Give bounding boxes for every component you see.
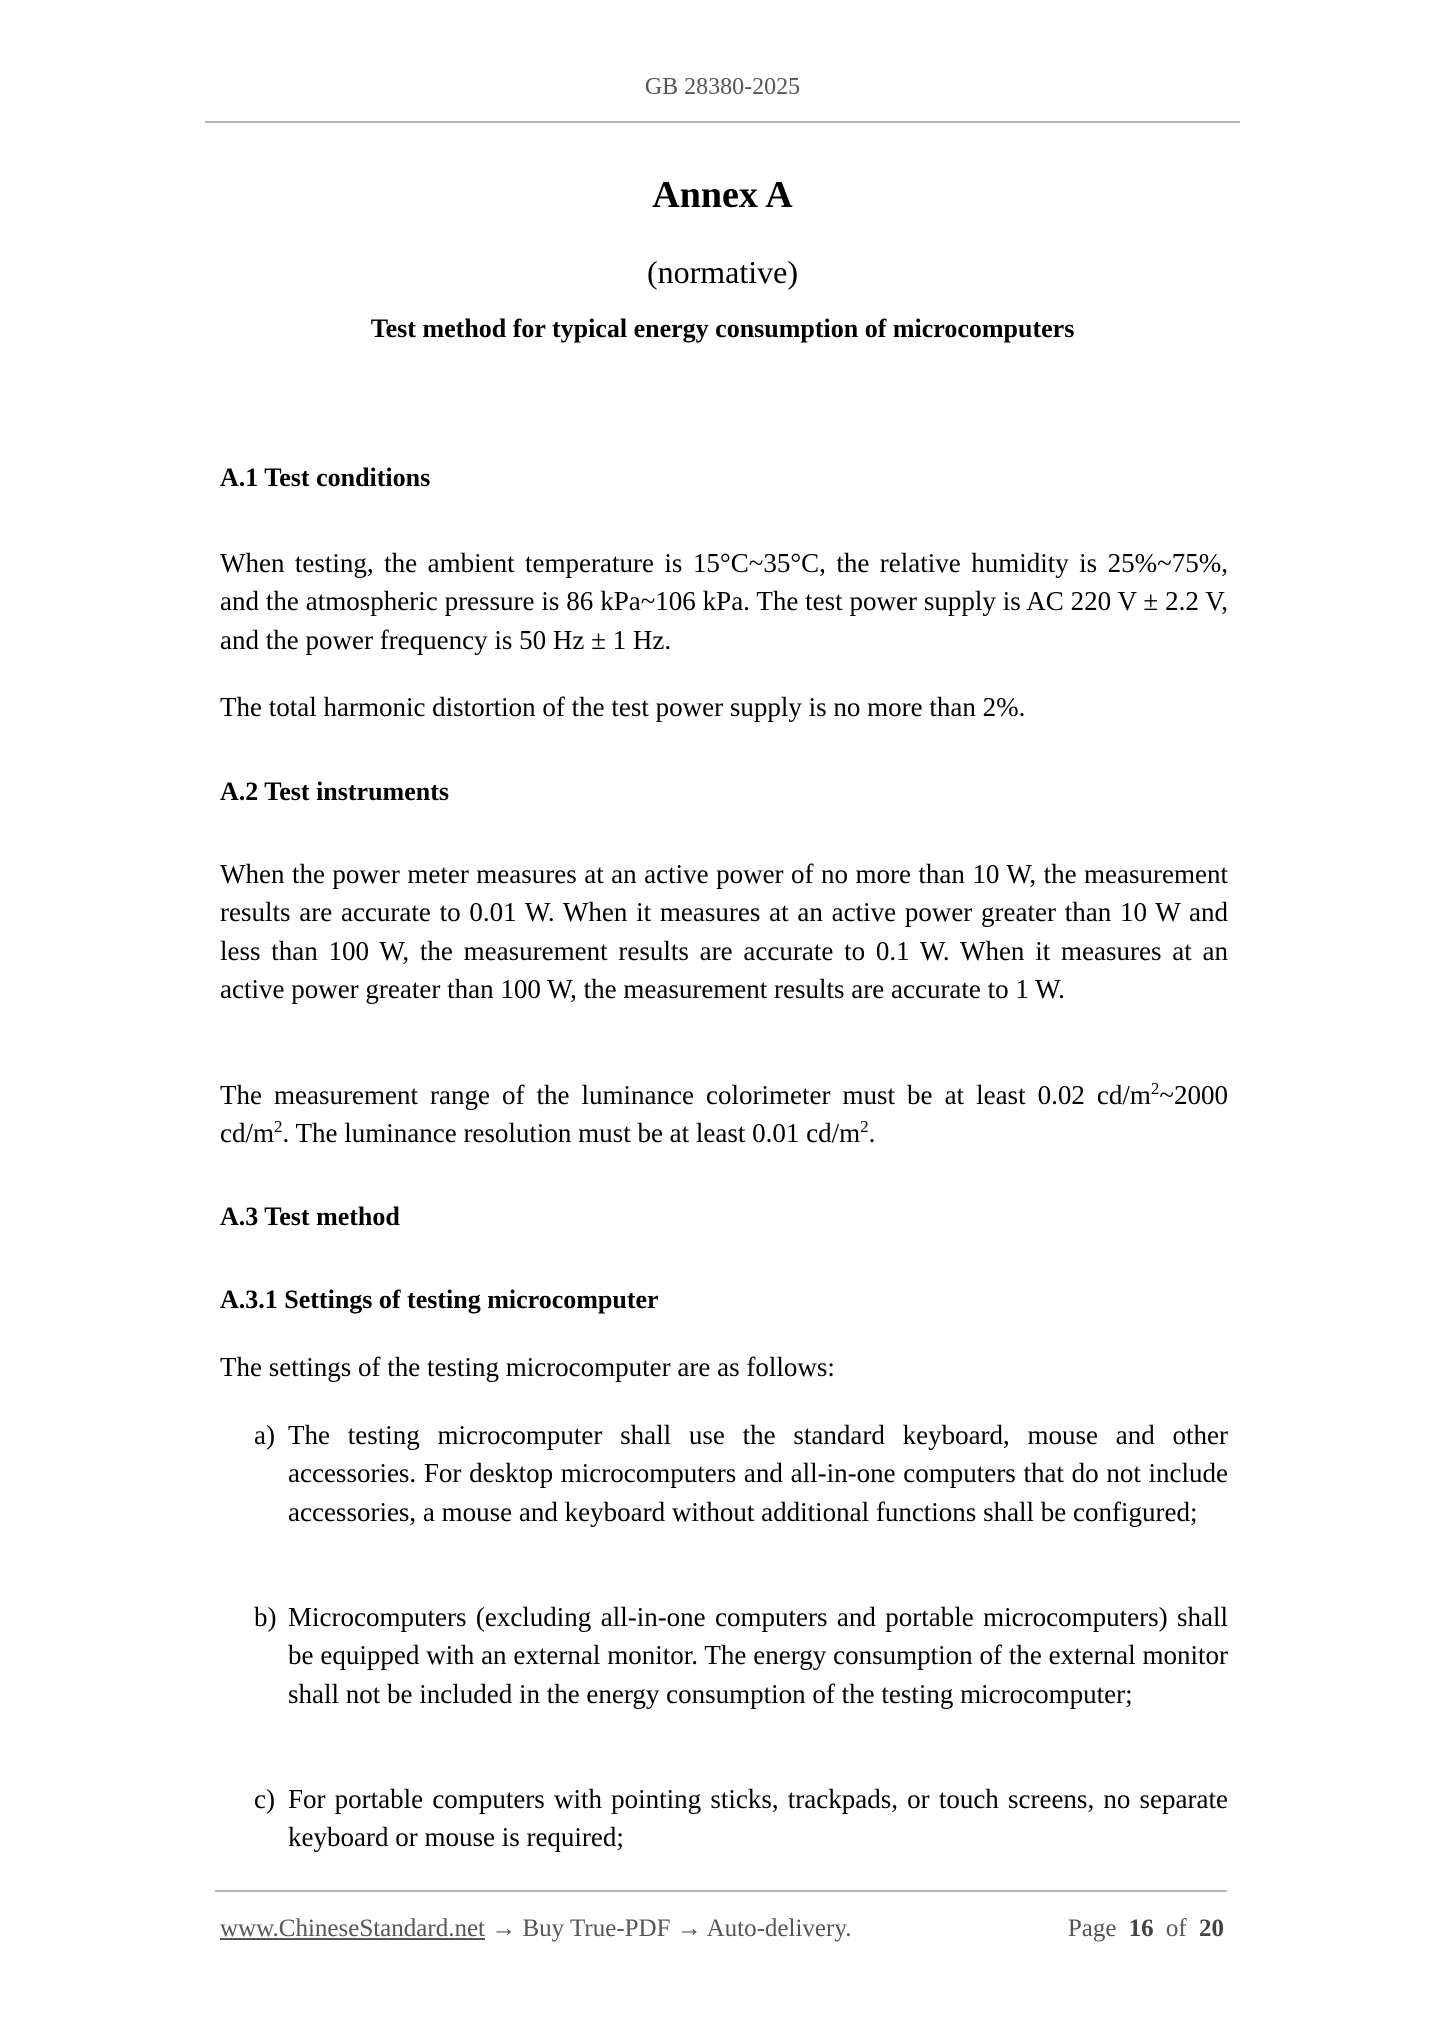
list-item-text: Microcomputers (excluding all-in-one computers and portable microcomputers) shall be equipped with an external monitor. The energy consumption of the external monitor shall not be included in the energy consumption of the testing microcomputer; (288, 1602, 1228, 1709)
list-item-text: For portable computers with pointing sticks, trackpads, or touch screens, no separate keyboard or mouse is required; (288, 1784, 1228, 1853)
list-marker: c) (254, 1784, 275, 1814)
arrow-right-icon: → (676, 1915, 702, 1942)
footer-promo (220, 1914, 851, 1944)
document-id-header: GB 28380-2025 (644, 74, 801, 100)
paragraph-power-meter: When the power meter measures at an active power of no more than 10 W, the measurement results are accurate to 0.01 W. When it measures at an active power greater than 10 W and less than 100 W, the measurement results are accurate to 0.1 W. When it measures at an active power greater than 100 W, the measurement results are accurate to 1 W. (220, 859, 1228, 1004)
buy-pdf-text: Buy True-PDF (522, 1915, 671, 1942)
paragraph-test-conditions: When testing, the ambient temperature is 15°C~35°C, the relative humidity is 25%~75%, and the atmospheric pressure is 86 kPa~106 kPa. The test power supply is AC 220 V ± 2.2 V, and the power frequency is 50 Hz ± 1 Hz. (220, 548, 1228, 655)
list-item-a (254, 1416, 1228, 1531)
website-link[interactable]: www.ChineseStandard.net (220, 1915, 485, 1942)
current-page: 16 (1128, 1915, 1154, 1942)
list-item-b (254, 1598, 1228, 1713)
section-heading-a3: A.3 Test method (220, 1202, 400, 1231)
auto-delivery-text: Auto-delivery. (706, 1915, 852, 1942)
section-heading-a1: A.1 Test conditions (220, 463, 431, 492)
arrow-right-icon: → (491, 1915, 517, 1942)
list-marker: b) (254, 1602, 277, 1632)
list-item-text: The testing microcomputer shall use the standard keyboard, mouse and other accessories. For desktop microcomputers and all-in-one computers that do not include accessories, a mouse and keyboard without additional functions shall be configured; (288, 1420, 1228, 1527)
annex-title: Annex A (652, 174, 793, 216)
total-pages: 20 (1199, 1915, 1224, 1942)
list-marker: a) (254, 1420, 275, 1450)
footer-divider (215, 1890, 1227, 1892)
annex-subtitle: Test method for typical energy consumption of microcomputers (370, 314, 1075, 343)
list-item-c (254, 1780, 1228, 1857)
section-heading-a2: A.2 Test instruments (220, 777, 449, 806)
paragraph-harmonic-distortion: The total harmonic distortion of the test power supply is no more than 2%. (220, 692, 1026, 722)
page-number: Page 16 of 20 (1067, 1915, 1224, 1942)
annex-type: (normative) (646, 254, 799, 290)
paragraph-luminance: The measurement range of the luminance colorimeter must be at least 0.02 $cd/m^2\sim 2000$ $cd/m^2$. The luminance resolution must be at least 0.01 $cd/m^2$. (220, 1079, 1228, 1149)
header-divider (205, 121, 1240, 123)
paragraph-settings-intro: The settings of the testing microcomputer are as follows: (220, 1352, 835, 1382)
section-heading-a31: A.3.1 Settings of testing microcomputer (220, 1285, 659, 1314)
